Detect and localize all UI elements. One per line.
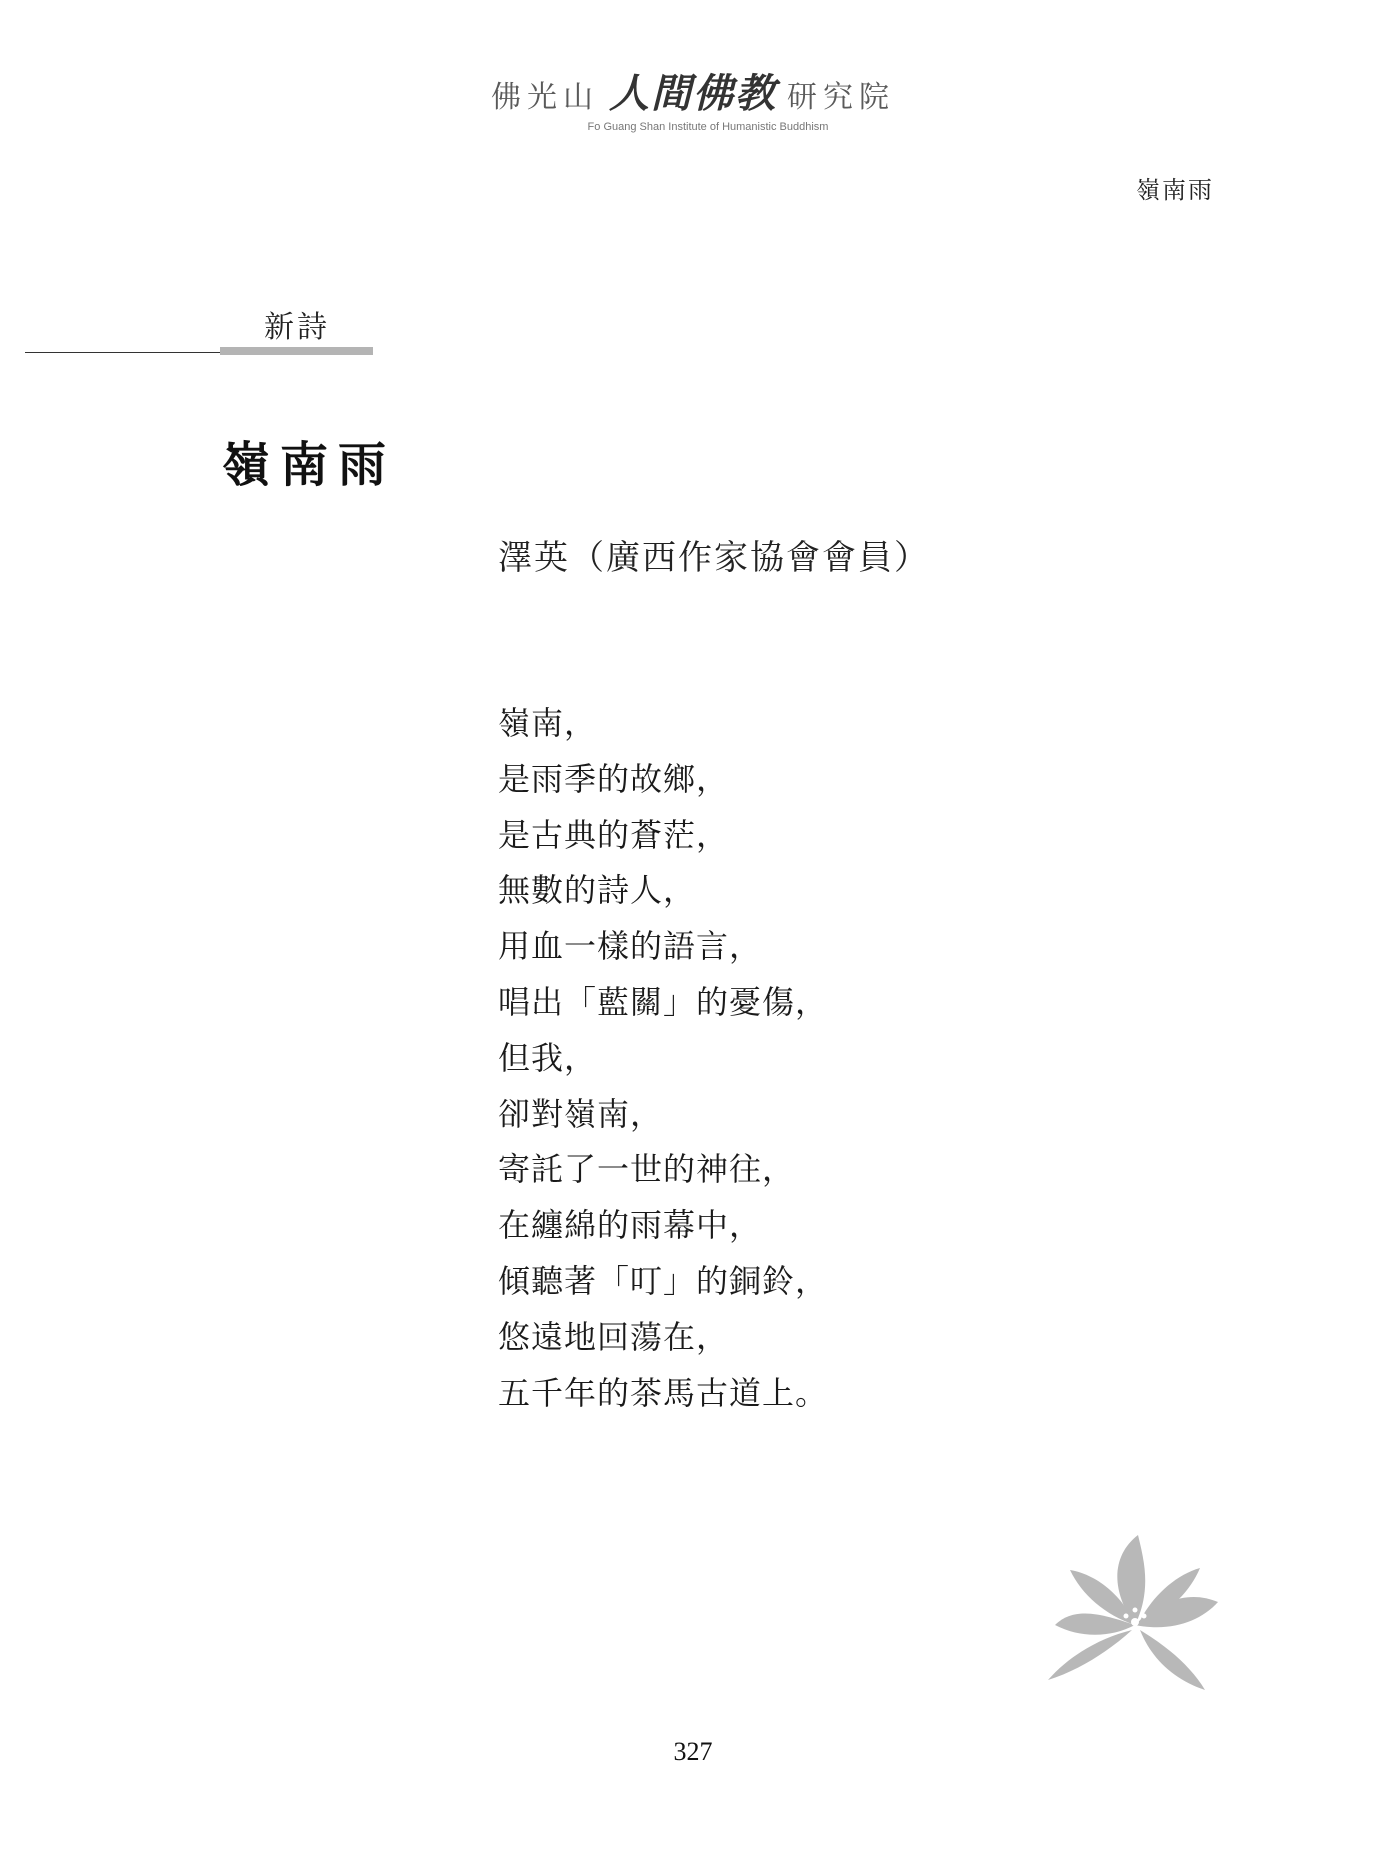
poem-line: 唱出「藍關」的憂傷， xyxy=(498,982,829,1021)
section-divider-accent xyxy=(220,347,373,355)
poem-line: 五千年的茶馬古道上。 xyxy=(498,1373,829,1412)
logo-english-text: Fo Guang Shan Institute of Humanistic Buddhism xyxy=(587,121,829,133)
poem-line: 是古典的蒼茫， xyxy=(498,815,730,854)
poem-line: 悠遠地回蕩在， xyxy=(498,1317,730,1356)
poem-author: 澤英（廣西作家協會會員） xyxy=(498,538,930,578)
logo-text-right: 研究院 xyxy=(787,80,895,115)
logo-brand-text: 人間佛教 xyxy=(609,70,777,117)
page-number: 327 xyxy=(673,1737,713,1766)
publisher-logo xyxy=(0,62,1386,133)
poem-body xyxy=(498,696,828,1421)
section-label: 新詩 xyxy=(264,310,330,345)
poem-line: 嶺南， xyxy=(498,704,598,742)
poem-line: 用血一樣的語言， xyxy=(498,927,763,966)
running-head: 嶺南雨 xyxy=(1136,176,1214,204)
poem-line: 卻對嶺南， xyxy=(498,1094,664,1133)
logo-text-left: 佛光山 xyxy=(491,80,599,115)
poem-title: 嶺南雨 xyxy=(222,437,397,493)
poem-line: 是雨季的故鄉， xyxy=(498,759,730,798)
poem-line: 傾聽著「叮」的銅鈴， xyxy=(498,1261,829,1300)
poem-line: 但我， xyxy=(498,1038,598,1077)
lotus-flower-icon xyxy=(1040,1530,1230,1700)
poem-line: 無數的詩人， xyxy=(498,871,697,910)
poem-line: 寄託了一世的神往， xyxy=(498,1150,796,1189)
poem-line: 在纏綿的雨幕中， xyxy=(498,1206,763,1245)
